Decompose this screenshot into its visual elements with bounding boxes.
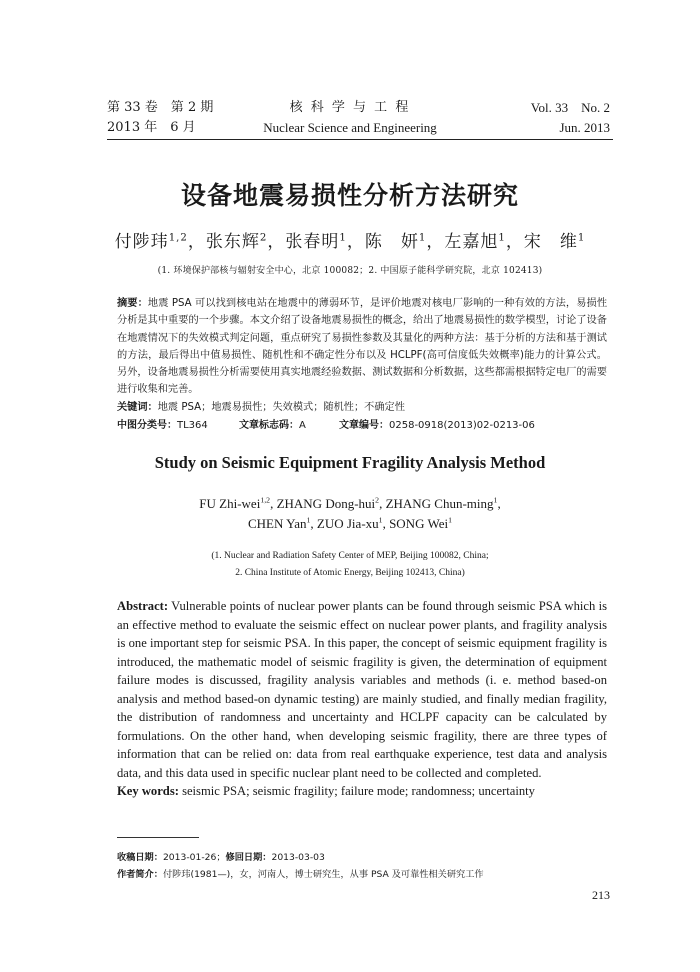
keywords-text: seismic PSA; seismic fragility; failure mode; randomness; uncertainty bbox=[178, 784, 535, 798]
chinese-abstract bbox=[117, 295, 607, 416]
author-name: ZHANG Chun-ming bbox=[385, 496, 494, 511]
article-no-label: 文章编号： bbox=[339, 420, 389, 431]
revised-date: 2013-03-03 bbox=[271, 852, 325, 863]
keywords-text: 地震 PSA；地震易损性；失效模式；随机性；不确定性 bbox=[157, 401, 405, 413]
chinese-authors: 付陟玮$^{1,2}$，张东辉$^2$，张春明$^1$，陈 妍$^1$，左嘉旭$^1$，宋 维$^1$ bbox=[114, 232, 586, 252]
chinese-affiliation: (1. 环境保护部核与辐射安全中心，北京 100082；2. 中国原子能科学研究院，北京 102413) bbox=[157, 266, 543, 276]
clc-value: TL364 bbox=[177, 420, 208, 431]
doc-code-label: 文章标志码： bbox=[239, 420, 299, 431]
article-no-value: 0258-0918(2013)02-0213-06 bbox=[389, 420, 535, 431]
doc-code-value: A bbox=[299, 420, 306, 431]
received-date: 2013-01-26； bbox=[162, 852, 226, 863]
journal-volume-issue: 第 33 卷 第 2 期 2013 年 6 月 bbox=[107, 100, 214, 135]
english-affiliation: (1. Nuclear and Radiation Safety Center of MEP, Beijing 100082, China; 2. China Institute of Atomic Energy, Beijing 102413, China) bbox=[211, 551, 489, 578]
abstract-text: 地震 PSA 可以找到核电站在地震中的薄弱环节，是评价地震对核电厂影响的一种有效的方法，易损性分析是其中重要的一个步骤。本文介绍了设备地震易损性的概念，给出了地震易损性的数学模型，讨论了设备在地震情况下的失效模式判定问题，重点研究了易损性参数及其量化的两种方法：基于分析的方法和基于测试的方法，最后得出中值易损性、随机性和不确定性分布以及 HCLPF(高可信度低失效概率)能力的计算公式。另外，设备地震易损性分析需要使用真实地震经验数据、测试数据和分析数据，这些都需根据特定电厂的需要进行收集和完善。 bbox=[117, 298, 608, 396]
bio-text: 付陟玮(1981—)，女，河南人，博士研究生，从事 PSA 及可靠性相关研究工作 bbox=[162, 869, 484, 880]
author-name: 张春明 bbox=[285, 232, 340, 252]
english-authors: FU Zhi-wei$^{1,2}$, ZHANG Dong-hui$^2$, ZHANG Chun-ming$^1$, CHEN Yan$^1$, ZUO Jia-$xu^1$, SONG Wei$^1$ bbox=[199, 495, 501, 531]
author-name: FU Zhi-wei bbox=[199, 496, 261, 511]
author-name: CHEN Yan bbox=[247, 516, 307, 531]
bio-label: 作者简介： bbox=[117, 869, 163, 880]
abstract-text: Vulnerable points of nuclear power plants can be found through seismic PSA which is an effective method to evaluate the seismic effect on nuclear power plants, and fragility analysis is one important step for seismic PSA. In this paper, the concept of seismic equipment fragility is introduced, the mathematic model of seismic fragility is given, the determination of equipment failure modes is discussed, fragility analysis variables and methods (i. e. method based-on analysis and method based-on dynamic testing) are mainly studied, and finally median fragility, the distribution of randomness and uncertainty and HCLPF capacity can be calculated by formulations. On the other hand, when developing seismic fragility, there are three types of information that can be relied on: data from real earthquake experience, test data and analysis data, and this data used in specific nuclear plant need to be collected and completed. bbox=[117, 599, 607, 780]
keywords-label: 关键词： bbox=[117, 401, 158, 413]
footnote bbox=[117, 849, 484, 883]
received-label: 收稿日期： bbox=[117, 852, 163, 863]
header-rule bbox=[107, 139, 613, 140]
journal-name: 核 科 学 与 工 程 Nuclear Science and Engineering bbox=[263, 100, 437, 135]
chinese-title: 设备地震易损性分析方法研究 bbox=[180, 181, 519, 210]
english-title: Study on Seismic Equipment Fragility Analysis Method bbox=[154, 453, 546, 472]
author-name: 付陟玮 bbox=[114, 232, 169, 252]
footnote-rule bbox=[117, 837, 199, 838]
revised-label: 修回日期： bbox=[225, 852, 272, 863]
author-name: 陈 妍 bbox=[364, 232, 419, 252]
author-name: 张东辉 bbox=[205, 232, 260, 252]
page-number: 213 bbox=[592, 888, 610, 902]
abstract-label: Abstract: bbox=[117, 599, 169, 613]
author-name: 宋 维 bbox=[523, 232, 578, 252]
author-name: 左嘉旭 bbox=[444, 232, 499, 252]
english-abstract bbox=[117, 597, 607, 801]
abstract-label: 摘要： bbox=[117, 298, 148, 309]
keywords-label: Key words: bbox=[117, 784, 179, 798]
journal-vol-date: Vol. 33 No. 2 Jun. 2013 bbox=[530, 100, 610, 135]
clc-label: 中图分类号： bbox=[117, 420, 177, 431]
author-name: SONG Wei bbox=[389, 516, 449, 531]
author-name: ZHANG Dong-hui bbox=[276, 496, 376, 511]
author-name: ZUO Jia-xu bbox=[316, 516, 379, 531]
